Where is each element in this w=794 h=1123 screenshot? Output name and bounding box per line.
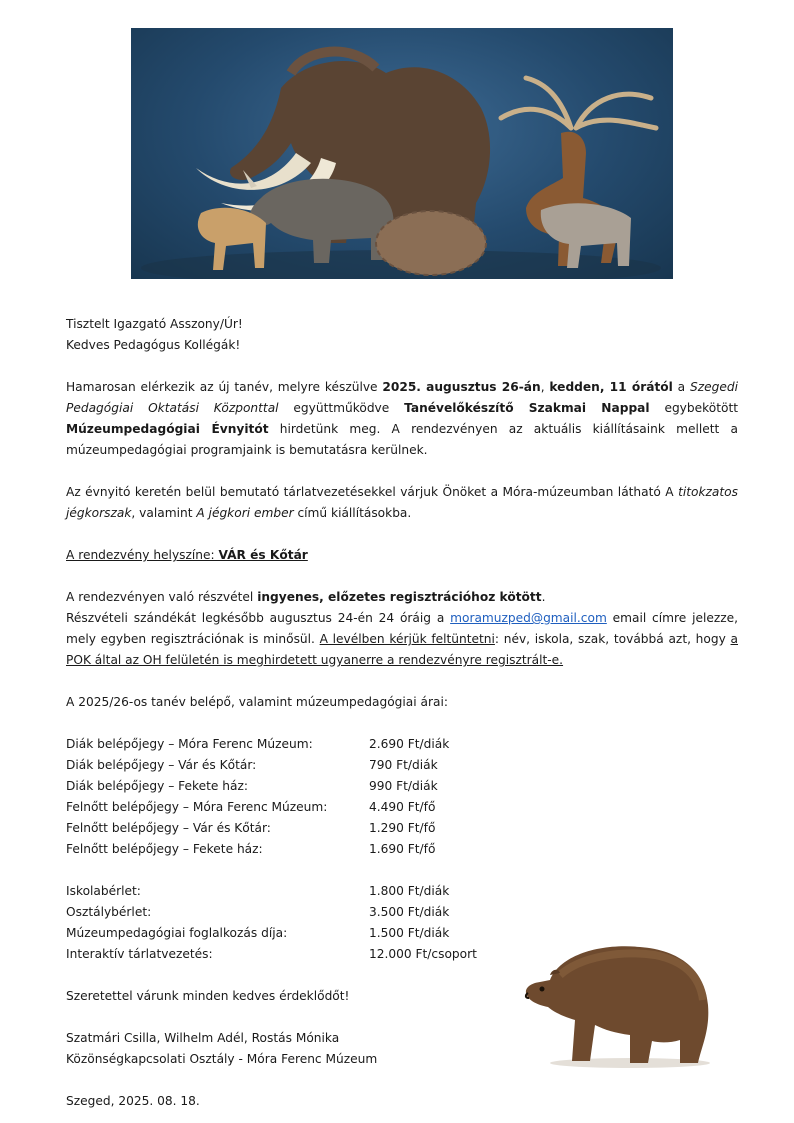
place-date: Szeged, 2025. 08. 18. <box>66 1094 200 1108</box>
salutation-line-2: Kedves Pedagógus Kollégák! <box>66 338 241 352</box>
price-row: Diák belépőjegy – Móra Ferenc Múzeum: 2.690 Ft/diák <box>66 737 450 751</box>
registration-fee-line: A rendezvényen való részvétel ingyenes, előzetes regisztrációhoz kötött. <box>66 590 546 604</box>
price-row: Iskolabérlet: 1.800 Ft/diák <box>66 884 450 898</box>
signature-names: Szatmári Csilla, Wilhelm Adél, Rostás Mónika <box>66 1031 340 1045</box>
registration-paragraph: Részvételi szándékát legkésőbb augusztus 24-én 24 óráig a moramuzped@gmail.com email címre jelezze, mely egyben regisztrációnak is minősül. A levélben kérjük feltüntetni: név, iskola, szak, továbbá azt, hogy a POK által az OH felületén is meghirdetett ugyanerre a rendezvényre regisztrált-e. <box>66 611 739 667</box>
prices-heading: A 2025/26-os tanév belépő, valamint múzeumpedagógiai árai: <box>66 695 448 709</box>
salutation-line-1: Tisztelt Igazgató Asszony/Úr! <box>66 317 243 331</box>
cave-bear-image <box>520 935 720 1070</box>
signature-department: Közönségkapcsolati Osztály - Móra Ferenc Múzeum <box>66 1052 378 1066</box>
price-row: Diák belépőjegy – Vár és Kőtár: 790 Ft/diák <box>66 758 438 772</box>
ticket-price-list <box>66 734 738 860</box>
venue-value: VÁR és Kőtár <box>218 548 308 562</box>
email-link[interactable]: moramuzped@gmail.com <box>450 611 607 625</box>
tour-paragraph: Az évnyitó keretén belül bemutató tárlatvezetésekkel várjuk Önöket a Móra-múzeumban látható A titokzatos jégkorszak, valamint A jégkori ember című kiállításokba. <box>66 485 738 520</box>
megafauna-banner-image <box>131 28 673 279</box>
price-row: Felnőtt belépőjegy – Móra Ferenc Múzeum: 4.490 Ft/fő <box>66 800 436 814</box>
price-row: Felnőtt belépőjegy – Fekete ház: 1.690 Ft/fő <box>66 842 436 856</box>
price-row: Interaktív tárlatvezetés: 12.000 Ft/csoport <box>66 947 477 961</box>
price-row: Felnőtt belépőjegy – Vár és Kőtár: 1.290 Ft/fő <box>66 821 436 835</box>
cave-bear-illustration <box>520 935 720 1070</box>
megafauna-illustration <box>131 28 673 279</box>
venue-line <box>66 545 738 566</box>
venue-label: A rendezvény helyszíne: <box>66 548 219 562</box>
price-row: Osztálybérlet: 3.500 Ft/diák <box>66 905 450 919</box>
price-row: Múzeumpedagógiai foglalkozás díja: 1.500 Ft/diák <box>66 926 450 940</box>
price-row: Diák belépőjegy – Fekete ház: 990 Ft/diák <box>66 779 438 793</box>
intro-paragraph: Hamarosan elérkezik az új tanév, melyre készülve 2025. augusztus 26-án, kedden, 11 órától a Szegedi Pedagógiai Oktatási Központtal együttműködve Tanévelőkészítő Szakmai Nappal egybekötött Múzeumpedagógiai Évnyitót hirdetünk meg. A rendezvényen az aktuális kiállításaink mellett a múzeumpedagógiai programjaink is bemutatásra kerülnek. <box>66 380 739 457</box>
closing-line: Szeretettel várunk minden kedves érdeklődőt! <box>66 989 350 1003</box>
